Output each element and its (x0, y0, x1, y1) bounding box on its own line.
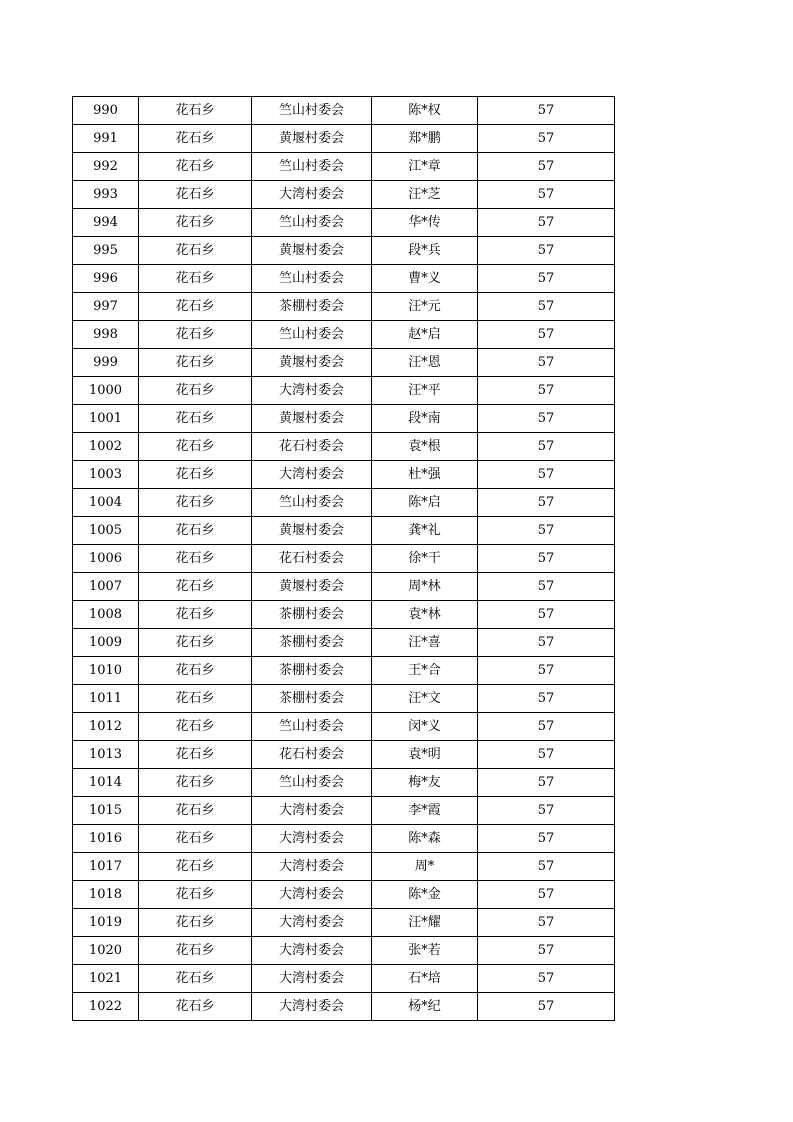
row-number-cell: 990 (73, 97, 139, 125)
village-committee-cell: 黄堰村委会 (252, 125, 372, 153)
village-committee-cell: 黄堰村委会 (252, 349, 372, 377)
table-row (73, 265, 615, 293)
town-cell: 花石乡 (139, 601, 252, 629)
value-cell: 57 (478, 349, 615, 377)
row-number-cell: 996 (73, 265, 139, 293)
row-number-cell: 1005 (73, 517, 139, 545)
town-cell: 花石乡 (139, 517, 252, 545)
row-number-cell: 1019 (73, 909, 139, 937)
town-cell: 花石乡 (139, 237, 252, 265)
person-name-cell: 段*南 (372, 405, 478, 433)
person-name-cell: 闵*义 (372, 713, 478, 741)
town-cell: 花石乡 (139, 825, 252, 853)
village-committee-cell: 竺山村委会 (252, 713, 372, 741)
person-name-cell: 赵*启 (372, 321, 478, 349)
value-cell: 57 (478, 629, 615, 657)
row-number-cell: 1001 (73, 405, 139, 433)
village-committee-cell: 大湾村委会 (252, 993, 372, 1021)
person-name-cell: 袁*根 (372, 433, 478, 461)
town-cell: 花石乡 (139, 489, 252, 517)
table-row (73, 657, 615, 685)
row-number-cell: 1018 (73, 881, 139, 909)
value-cell: 57 (478, 517, 615, 545)
table-row (73, 209, 615, 237)
value-cell: 57 (478, 797, 615, 825)
row-number-cell: 1020 (73, 937, 139, 965)
village-committee-cell: 竺山村委会 (252, 153, 372, 181)
value-cell: 57 (478, 125, 615, 153)
table-row (73, 797, 615, 825)
roster-table-body (73, 97, 615, 1021)
table-row (73, 181, 615, 209)
row-number-cell: 999 (73, 349, 139, 377)
table-row (73, 125, 615, 153)
value-cell: 57 (478, 909, 615, 937)
village-committee-cell: 茶棚村委会 (252, 293, 372, 321)
person-name-cell: 汪*芝 (372, 181, 478, 209)
value-cell: 57 (478, 545, 615, 573)
row-number-cell: 1014 (73, 769, 139, 797)
town-cell: 花石乡 (139, 965, 252, 993)
table-row (73, 881, 615, 909)
village-committee-cell: 花石村委会 (252, 433, 372, 461)
town-cell: 花石乡 (139, 909, 252, 937)
village-committee-cell: 竺山村委会 (252, 265, 372, 293)
town-cell: 花石乡 (139, 209, 252, 237)
table-row (73, 601, 615, 629)
table-row (73, 433, 615, 461)
table-row (73, 853, 615, 881)
row-number-cell: 998 (73, 321, 139, 349)
value-cell: 57 (478, 433, 615, 461)
town-cell: 花石乡 (139, 657, 252, 685)
value-cell: 57 (478, 965, 615, 993)
value-cell: 57 (478, 685, 615, 713)
table-row (73, 741, 615, 769)
table-row (73, 293, 615, 321)
person-name-cell: 陈*金 (372, 881, 478, 909)
row-number-cell: 991 (73, 125, 139, 153)
table-row (73, 713, 615, 741)
row-number-cell: 1016 (73, 825, 139, 853)
person-name-cell: 郑*鹏 (372, 125, 478, 153)
person-name-cell: 李*霞 (372, 797, 478, 825)
village-committee-cell: 竺山村委会 (252, 209, 372, 237)
row-number-cell: 1011 (73, 685, 139, 713)
person-name-cell: 石*培 (372, 965, 478, 993)
town-cell: 花石乡 (139, 265, 252, 293)
table-row (73, 993, 615, 1021)
row-number-cell: 1007 (73, 573, 139, 601)
table-row (73, 909, 615, 937)
roster-table (72, 96, 615, 1021)
table-row (73, 489, 615, 517)
table-row (73, 377, 615, 405)
village-committee-cell: 大湾村委会 (252, 965, 372, 993)
row-number-cell: 1010 (73, 657, 139, 685)
town-cell: 花石乡 (139, 545, 252, 573)
person-name-cell: 周* (372, 853, 478, 881)
value-cell: 57 (478, 97, 615, 125)
village-committee-cell: 花石村委会 (252, 741, 372, 769)
town-cell: 花石乡 (139, 853, 252, 881)
table-row (73, 685, 615, 713)
town-cell: 花石乡 (139, 153, 252, 181)
village-committee-cell: 黄堰村委会 (252, 405, 372, 433)
row-number-cell: 995 (73, 237, 139, 265)
town-cell: 花石乡 (139, 461, 252, 489)
table-row (73, 573, 615, 601)
value-cell: 57 (478, 321, 615, 349)
table-row (73, 405, 615, 433)
person-name-cell: 汪*喜 (372, 629, 478, 657)
value-cell: 57 (478, 237, 615, 265)
person-name-cell: 汪*元 (372, 293, 478, 321)
person-name-cell: 张*若 (372, 937, 478, 965)
row-number-cell: 994 (73, 209, 139, 237)
person-name-cell: 梅*友 (372, 769, 478, 797)
row-number-cell: 993 (73, 181, 139, 209)
village-committee-cell: 大湾村委会 (252, 825, 372, 853)
table-row (73, 153, 615, 181)
value-cell: 57 (478, 825, 615, 853)
person-name-cell: 周*林 (372, 573, 478, 601)
town-cell: 花石乡 (139, 573, 252, 601)
value-cell: 57 (478, 769, 615, 797)
person-name-cell: 汪*文 (372, 685, 478, 713)
table-row (73, 629, 615, 657)
town-cell: 花石乡 (139, 181, 252, 209)
person-name-cell: 段*兵 (372, 237, 478, 265)
table-row (73, 321, 615, 349)
village-committee-cell: 竺山村委会 (252, 321, 372, 349)
table-row (73, 769, 615, 797)
table-row (73, 965, 615, 993)
table-row (73, 825, 615, 853)
person-name-cell: 陈*启 (372, 489, 478, 517)
person-name-cell: 曹*义 (372, 265, 478, 293)
value-cell: 57 (478, 461, 615, 489)
town-cell: 花石乡 (139, 769, 252, 797)
person-name-cell: 王*合 (372, 657, 478, 685)
table-row (73, 461, 615, 489)
value-cell: 57 (478, 489, 615, 517)
value-cell: 57 (478, 573, 615, 601)
town-cell: 花石乡 (139, 377, 252, 405)
table-row (73, 97, 615, 125)
row-number-cell: 1003 (73, 461, 139, 489)
town-cell: 花石乡 (139, 993, 252, 1021)
village-committee-cell: 茶棚村委会 (252, 629, 372, 657)
village-committee-cell: 大湾村委会 (252, 937, 372, 965)
table-row (73, 937, 615, 965)
table-row (73, 545, 615, 573)
row-number-cell: 1008 (73, 601, 139, 629)
village-committee-cell: 大湾村委会 (252, 461, 372, 489)
town-cell: 花石乡 (139, 629, 252, 657)
person-name-cell: 江*章 (372, 153, 478, 181)
row-number-cell: 1000 (73, 377, 139, 405)
row-number-cell: 997 (73, 293, 139, 321)
row-number-cell: 1006 (73, 545, 139, 573)
row-number-cell: 1013 (73, 741, 139, 769)
town-cell: 花石乡 (139, 293, 252, 321)
town-cell: 花石乡 (139, 405, 252, 433)
village-committee-cell: 大湾村委会 (252, 181, 372, 209)
value-cell: 57 (478, 265, 615, 293)
town-cell: 花石乡 (139, 433, 252, 461)
row-number-cell: 1021 (73, 965, 139, 993)
town-cell: 花石乡 (139, 685, 252, 713)
village-committee-cell: 大湾村委会 (252, 853, 372, 881)
village-committee-cell: 大湾村委会 (252, 797, 372, 825)
person-name-cell: 袁*明 (372, 741, 478, 769)
village-committee-cell: 竺山村委会 (252, 97, 372, 125)
person-name-cell: 汪*耀 (372, 909, 478, 937)
person-name-cell: 杨*纪 (372, 993, 478, 1021)
person-name-cell: 龚*礼 (372, 517, 478, 545)
village-committee-cell: 茶棚村委会 (252, 601, 372, 629)
row-number-cell: 1012 (73, 713, 139, 741)
value-cell: 57 (478, 937, 615, 965)
value-cell: 57 (478, 881, 615, 909)
town-cell: 花石乡 (139, 797, 252, 825)
person-name-cell: 汪*平 (372, 377, 478, 405)
value-cell: 57 (478, 713, 615, 741)
table-row (73, 349, 615, 377)
person-name-cell: 徐*干 (372, 545, 478, 573)
village-committee-cell: 黄堰村委会 (252, 573, 372, 601)
value-cell: 57 (478, 209, 615, 237)
town-cell: 花石乡 (139, 741, 252, 769)
person-name-cell: 杜*强 (372, 461, 478, 489)
town-cell: 花石乡 (139, 321, 252, 349)
village-committee-cell: 黄堰村委会 (252, 517, 372, 545)
village-committee-cell: 黄堰村委会 (252, 237, 372, 265)
row-number-cell: 1017 (73, 853, 139, 881)
village-committee-cell: 花石村委会 (252, 545, 372, 573)
person-name-cell: 汪*恩 (372, 349, 478, 377)
value-cell: 57 (478, 741, 615, 769)
town-cell: 花石乡 (139, 125, 252, 153)
value-cell: 57 (478, 601, 615, 629)
value-cell: 57 (478, 405, 615, 433)
row-number-cell: 1022 (73, 993, 139, 1021)
person-name-cell: 陈*权 (372, 97, 478, 125)
village-committee-cell: 大湾村委会 (252, 909, 372, 937)
value-cell: 57 (478, 657, 615, 685)
town-cell: 花石乡 (139, 97, 252, 125)
town-cell: 花石乡 (139, 937, 252, 965)
row-number-cell: 1004 (73, 489, 139, 517)
person-name-cell: 华*传 (372, 209, 478, 237)
row-number-cell: 1002 (73, 433, 139, 461)
town-cell: 花石乡 (139, 713, 252, 741)
town-cell: 花石乡 (139, 349, 252, 377)
village-committee-cell: 茶棚村委会 (252, 685, 372, 713)
table-row (73, 237, 615, 265)
town-cell: 花石乡 (139, 881, 252, 909)
row-number-cell: 992 (73, 153, 139, 181)
row-number-cell: 1015 (73, 797, 139, 825)
value-cell: 57 (478, 181, 615, 209)
table-row (73, 517, 615, 545)
village-committee-cell: 茶棚村委会 (252, 657, 372, 685)
value-cell: 57 (478, 853, 615, 881)
village-committee-cell: 竺山村委会 (252, 489, 372, 517)
person-name-cell: 陈*森 (372, 825, 478, 853)
value-cell: 57 (478, 153, 615, 181)
value-cell: 57 (478, 993, 615, 1021)
value-cell: 57 (478, 293, 615, 321)
value-cell: 57 (478, 377, 615, 405)
row-number-cell: 1009 (73, 629, 139, 657)
village-committee-cell: 竺山村委会 (252, 769, 372, 797)
person-name-cell: 袁*林 (372, 601, 478, 629)
village-committee-cell: 大湾村委会 (252, 377, 372, 405)
village-committee-cell: 大湾村委会 (252, 881, 372, 909)
